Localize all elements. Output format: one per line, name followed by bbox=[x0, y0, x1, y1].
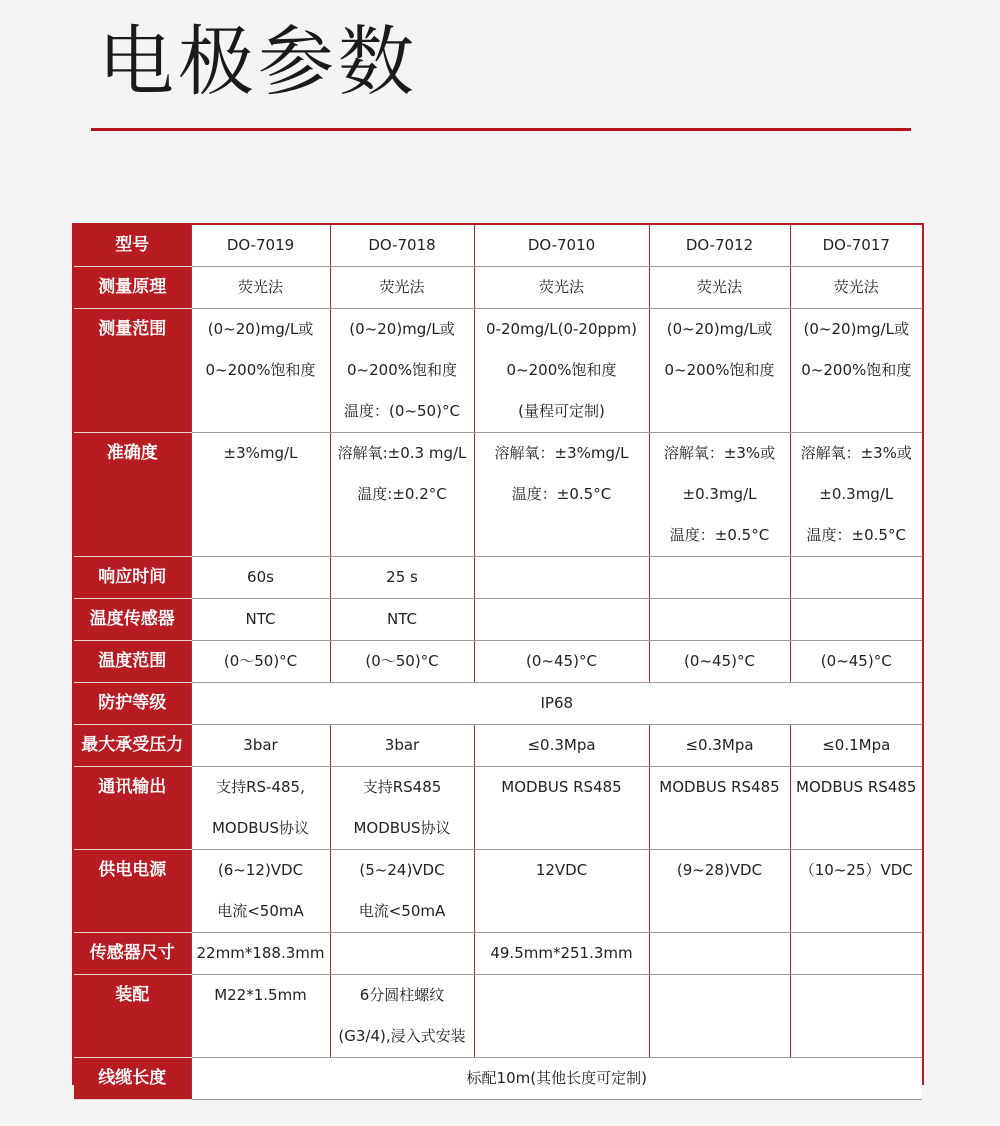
table-cell bbox=[474, 557, 649, 599]
table-row bbox=[74, 557, 922, 599]
row-header-label: 通讯输出 bbox=[98, 777, 167, 797]
table-cell bbox=[474, 933, 649, 975]
row-header bbox=[74, 599, 191, 641]
table-cell bbox=[330, 850, 474, 933]
table-cell bbox=[191, 725, 330, 767]
table-cell bbox=[474, 267, 649, 309]
row-header-label: 防护等级 bbox=[98, 693, 167, 713]
cell-text: MODBUS RS485 bbox=[501, 778, 622, 796]
cell-text: DO-7019 bbox=[226, 236, 295, 254]
cell-text: 荧光法 bbox=[237, 278, 283, 296]
table-cell bbox=[649, 725, 790, 767]
table-cell bbox=[474, 641, 649, 683]
cell-text: 溶解氧：±3%或 bbox=[800, 444, 912, 462]
cell-text: 荧光法 bbox=[379, 278, 425, 296]
row-header bbox=[74, 933, 191, 975]
table-cell bbox=[191, 850, 330, 933]
table-cell bbox=[790, 975, 922, 1058]
table-cell bbox=[474, 975, 649, 1058]
cell-text: 标配10m(其他长度可定制) bbox=[466, 1069, 647, 1087]
cell-text: DO-7010 bbox=[527, 236, 596, 254]
table-cell bbox=[790, 725, 922, 767]
cell-text: ≤0.3Mpa bbox=[685, 736, 754, 754]
table-row bbox=[74, 641, 922, 683]
table-cell bbox=[191, 641, 330, 683]
row-header-label: 测量原理 bbox=[98, 277, 167, 297]
table-cell bbox=[790, 641, 922, 683]
cell-text: 溶解氧:±0.3 mg/L bbox=[337, 444, 467, 462]
table-cell bbox=[191, 225, 330, 267]
table-cell bbox=[790, 557, 922, 599]
cell-text: 60s bbox=[247, 568, 274, 586]
table-cell bbox=[330, 975, 474, 1058]
cell-text: ±0.3mg/L bbox=[819, 485, 894, 503]
cell-text: 温度:±0.2°C bbox=[357, 485, 447, 503]
cell-text: (6~12)VDC bbox=[217, 861, 304, 879]
table-cell bbox=[330, 267, 474, 309]
table-cell bbox=[649, 975, 790, 1058]
row-header-label: 装配 bbox=[115, 985, 150, 1005]
table-cell bbox=[790, 933, 922, 975]
table-row bbox=[74, 225, 922, 267]
cell-text: 12VDC bbox=[535, 861, 588, 879]
table-cell bbox=[191, 975, 330, 1058]
page-title: 电极参数 bbox=[98, 17, 418, 106]
row-header-label: 最大承受压力 bbox=[81, 735, 184, 755]
cell-text: （10~25）VDC bbox=[799, 861, 913, 879]
cell-text: MODBUS协议 bbox=[211, 819, 310, 837]
cell-text: 电流<50mA bbox=[217, 902, 304, 920]
table-cell bbox=[790, 599, 922, 641]
table-row bbox=[74, 725, 922, 767]
spec-table bbox=[74, 225, 922, 1100]
table-row bbox=[74, 267, 922, 309]
table-cell bbox=[474, 725, 649, 767]
table-cell bbox=[330, 599, 474, 641]
table-cell bbox=[790, 225, 922, 267]
table-cell bbox=[649, 767, 790, 850]
cell-text: (0~45)°C bbox=[820, 652, 892, 670]
table-cell bbox=[330, 641, 474, 683]
cell-text: ±3%mg/L bbox=[223, 444, 298, 462]
cell-text: DO-7012 bbox=[685, 236, 754, 254]
cell-text: 荧光法 bbox=[833, 278, 879, 296]
cell-text: MODBUS协议 bbox=[353, 819, 451, 837]
table-cell bbox=[191, 433, 330, 557]
table-row bbox=[74, 975, 922, 1058]
table-cell bbox=[790, 767, 922, 850]
row-header bbox=[74, 725, 191, 767]
cell-text: 3bar bbox=[243, 736, 278, 754]
row-header-label: 温度范围 bbox=[98, 651, 167, 671]
table-cell bbox=[330, 225, 474, 267]
row-header bbox=[74, 1058, 191, 1100]
cell-text: ≤0.3Mpa bbox=[527, 736, 596, 754]
row-header bbox=[74, 309, 191, 433]
cell-text: ≤0.1Mpa bbox=[822, 736, 891, 754]
table-row bbox=[74, 683, 922, 725]
table-cell bbox=[649, 641, 790, 683]
cell-text: (0~45)°C bbox=[684, 652, 755, 670]
row-header-label: 准确度 bbox=[106, 443, 158, 463]
cell-text: (0～50)°C bbox=[223, 652, 298, 670]
cell-text: 0-20mg/L(0-20ppm) bbox=[486, 320, 637, 338]
table-row bbox=[74, 933, 922, 975]
row-header bbox=[74, 767, 191, 850]
row-header-label: 线缆长度 bbox=[98, 1068, 167, 1088]
cell-text: (5~24)VDC bbox=[359, 861, 445, 879]
table-cell bbox=[474, 850, 649, 933]
cell-text: DO-7018 bbox=[368, 236, 436, 254]
cell-text: 支持RS485 bbox=[362, 778, 442, 796]
table-row bbox=[74, 599, 922, 641]
row-header bbox=[74, 267, 191, 309]
cell-text: 25 s bbox=[386, 568, 418, 586]
cell-text: 温度：(0~50)°C bbox=[344, 402, 460, 420]
table-cell bbox=[191, 267, 330, 309]
table-cell bbox=[330, 725, 474, 767]
table-cell bbox=[649, 433, 790, 557]
cell-text: 温度：±0.5°C bbox=[669, 526, 770, 544]
table-cell bbox=[649, 309, 790, 433]
table-cell bbox=[330, 767, 474, 850]
table-row bbox=[74, 850, 922, 933]
table-cell bbox=[191, 1058, 922, 1100]
cell-text: (0~45)°C bbox=[526, 652, 597, 670]
table-cell bbox=[330, 933, 474, 975]
cell-text: (9~28)VDC bbox=[676, 861, 763, 879]
table-cell bbox=[790, 850, 922, 933]
table-cell bbox=[474, 309, 649, 433]
cell-text: 电流<50mA bbox=[358, 902, 446, 920]
cell-text: MODBUS RS485 bbox=[659, 778, 780, 796]
cell-text: 溶解氧：±3%或 bbox=[663, 444, 776, 462]
cell-text: 49.5mm*251.3mm bbox=[490, 944, 633, 962]
cell-text: M22*1.5mm bbox=[214, 986, 307, 1004]
cell-text: (0～50)°C bbox=[365, 652, 439, 670]
cell-text: 温度：±0.5°C bbox=[511, 485, 612, 503]
table-row bbox=[74, 767, 922, 850]
table-cell bbox=[649, 225, 790, 267]
table-cell bbox=[649, 599, 790, 641]
table-cell bbox=[474, 599, 649, 641]
cell-text: 荧光法 bbox=[538, 278, 584, 296]
table-cell bbox=[649, 850, 790, 933]
cell-text: 22mm*188.3mm bbox=[196, 944, 325, 962]
cell-text: NTC bbox=[387, 610, 417, 628]
row-header-label: 传感器尺寸 bbox=[89, 943, 175, 963]
cell-text: 0~200%饱和度 bbox=[801, 361, 912, 379]
table-cell bbox=[191, 683, 922, 725]
table-cell bbox=[330, 309, 474, 433]
cell-text: (0~20)mg/L或 bbox=[803, 320, 909, 338]
row-header-label: 型号 bbox=[115, 235, 150, 255]
table-cell bbox=[649, 933, 790, 975]
cell-text: 3bar bbox=[384, 736, 420, 754]
cell-text: MODBUS RS485 bbox=[796, 778, 917, 796]
cell-text: DO-7017 bbox=[822, 236, 890, 254]
table-cell bbox=[191, 933, 330, 975]
cell-text: 温度：±0.5°C bbox=[806, 526, 906, 544]
table-cell bbox=[330, 433, 474, 557]
table-cell bbox=[191, 309, 330, 433]
table-cell bbox=[649, 557, 790, 599]
table-cell bbox=[474, 225, 649, 267]
table-row bbox=[74, 309, 922, 433]
table-cell bbox=[474, 433, 649, 557]
row-header bbox=[74, 433, 191, 557]
table-cell bbox=[191, 767, 330, 850]
row-header-label: 温度传感器 bbox=[89, 609, 175, 629]
cell-text: (量程可定制) bbox=[518, 402, 605, 420]
table-cell bbox=[790, 309, 922, 433]
table-cell bbox=[330, 557, 474, 599]
cell-text: 0~200%饱和度 bbox=[205, 361, 316, 379]
row-header bbox=[74, 975, 191, 1058]
row-header bbox=[74, 850, 191, 933]
row-header bbox=[74, 683, 191, 725]
cell-text: 0~200%饱和度 bbox=[664, 361, 775, 379]
cell-text: (G3/4),浸入式安装 bbox=[338, 1027, 466, 1045]
cell-text: 0~200%饱和度 bbox=[506, 361, 617, 379]
cell-text: IP68 bbox=[540, 694, 574, 712]
cell-text: 溶解氧：±3%mg/L bbox=[494, 444, 629, 462]
table-cell bbox=[191, 599, 330, 641]
row-header-label: 测量范围 bbox=[98, 319, 167, 339]
table-cell bbox=[790, 267, 922, 309]
table-cell bbox=[191, 557, 330, 599]
table-row bbox=[74, 1058, 922, 1100]
row-header-label: 响应时间 bbox=[98, 567, 167, 587]
table-row bbox=[74, 433, 922, 557]
cell-text: 支持RS-485, bbox=[216, 778, 305, 796]
cell-text: NTC bbox=[245, 610, 276, 628]
row-header bbox=[74, 557, 191, 599]
cell-text: 荧光法 bbox=[696, 278, 742, 296]
table-cell bbox=[474, 767, 649, 850]
cell-text: ±0.3mg/L bbox=[682, 485, 757, 503]
cell-text: 6分圆柱螺纹 bbox=[359, 986, 445, 1004]
row-header bbox=[74, 225, 191, 267]
cell-text: 0~200%饱和度 bbox=[347, 361, 457, 379]
title-divider bbox=[91, 128, 911, 131]
cell-text: (0~20)mg/L或 bbox=[349, 320, 455, 338]
cell-text: (0~20)mg/L或 bbox=[207, 320, 314, 338]
spec-table-frame bbox=[72, 223, 924, 1088]
table-cell bbox=[649, 267, 790, 309]
cell-text: (0~20)mg/L或 bbox=[666, 320, 773, 338]
table-cell bbox=[790, 433, 922, 557]
row-header-label: 供电电源 bbox=[98, 860, 167, 880]
row-header bbox=[74, 641, 191, 683]
